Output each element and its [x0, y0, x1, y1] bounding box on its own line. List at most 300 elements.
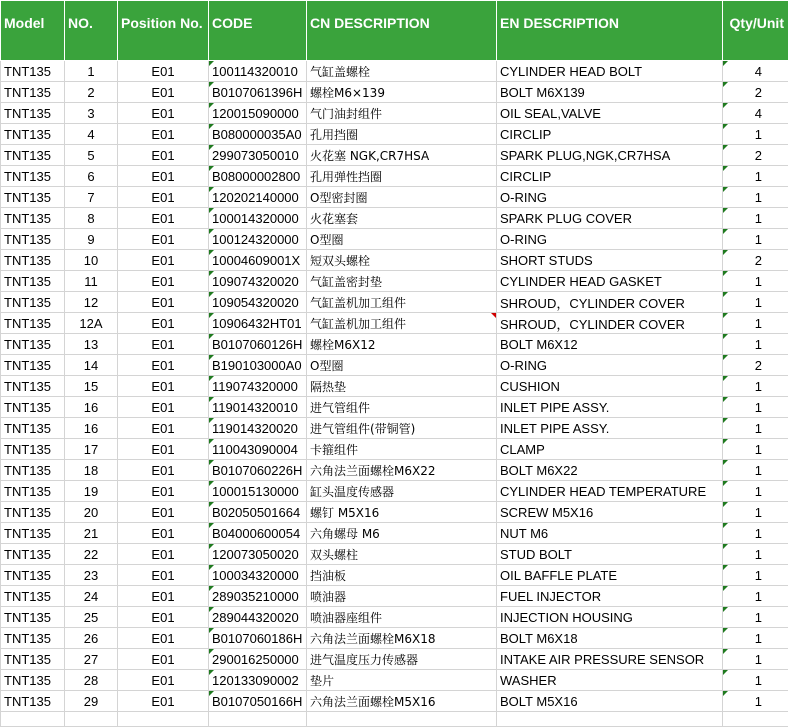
cell-en-description[interactable]: BOLT M6X139 — [497, 82, 723, 103]
header-qty-unit[interactable]: Qty/Unit — [723, 1, 788, 61]
cell-en-description[interactable]: CIRCLIP — [497, 124, 723, 145]
cell-model[interactable]: TNT135 — [1, 250, 65, 271]
cell-cn-description[interactable]: 喷油器座组件 — [307, 607, 497, 628]
empty-cell[interactable] — [723, 712, 788, 727]
cell-position[interactable]: E01 — [118, 313, 209, 334]
cell-en-description[interactable]: SPARK PLUG,NGK,CR7HSA — [497, 145, 723, 166]
cell-en-description[interactable]: O-RING — [497, 229, 723, 250]
cell-position[interactable]: E01 — [118, 586, 209, 607]
cell-qty[interactable]: 1 — [723, 376, 788, 397]
cell-code[interactable]: B0107060226H — [209, 460, 307, 481]
error-indicator-icon — [723, 250, 728, 255]
error-indicator-icon — [723, 586, 728, 591]
cell-cn-description[interactable]: 火花塞套 — [307, 208, 497, 229]
cell-no[interactable]: 4 — [65, 124, 118, 145]
error-indicator-icon — [209, 691, 214, 696]
cell-cn-description[interactable]: 缸头温度传感器 — [307, 481, 497, 502]
error-indicator-icon — [723, 229, 728, 234]
cell-no[interactable]: 3 — [65, 103, 118, 124]
cell-model[interactable]: TNT135 — [1, 355, 65, 376]
cell-position[interactable]: E01 — [118, 208, 209, 229]
cell-no[interactable]: 6 — [65, 166, 118, 187]
cell-en-description[interactable]: SHROUD，CYLINDER COVER — [497, 313, 723, 334]
cell-en-description[interactable]: OIL SEAL,VALVE — [497, 103, 723, 124]
cell-cn-description[interactable]: 螺栓M6X12 — [307, 334, 497, 355]
error-indicator-icon — [723, 61, 728, 66]
error-indicator-icon — [209, 481, 214, 486]
cell-position[interactable]: E01 — [118, 691, 209, 712]
cell-en-description[interactable]: BOLT M6X22 — [497, 460, 723, 481]
error-indicator-icon — [723, 418, 728, 423]
cell-position[interactable]: E01 — [118, 502, 209, 523]
error-indicator-icon — [723, 334, 728, 339]
cell-model[interactable]: TNT135 — [1, 691, 65, 712]
cell-qty[interactable]: 1 — [723, 670, 788, 691]
cell-position[interactable]: E01 — [118, 670, 209, 691]
cell-position[interactable]: E01 — [118, 145, 209, 166]
cell-model[interactable]: TNT135 — [1, 649, 65, 670]
error-indicator-icon — [723, 523, 728, 528]
cell-code[interactable]: B190103000A0 — [209, 355, 307, 376]
cell-no[interactable]: 5 — [65, 145, 118, 166]
cell-model[interactable]: TNT135 — [1, 523, 65, 544]
header-model[interactable]: Model — [1, 1, 65, 61]
error-indicator-icon — [723, 670, 728, 675]
cell-en-description[interactable]: O-RING — [497, 355, 723, 376]
error-indicator-icon — [209, 61, 214, 66]
error-indicator-icon — [209, 313, 214, 318]
cell-qty[interactable]: 4 — [723, 61, 788, 82]
cell-en-description[interactable]: WASHER — [497, 670, 723, 691]
cell-code[interactable]: 100034320000 — [209, 565, 307, 586]
table-row — [1, 208, 788, 229]
cell-qty[interactable]: 2 — [723, 355, 788, 376]
cell-no[interactable]: 28 — [65, 670, 118, 691]
cell-no[interactable]: 1 — [65, 61, 118, 82]
cell-position[interactable]: E01 — [118, 628, 209, 649]
cell-qty[interactable]: 1 — [723, 565, 788, 586]
error-indicator-icon — [723, 208, 728, 213]
cell-position[interactable]: E01 — [118, 82, 209, 103]
cell-code[interactable]: B080000035A0 — [209, 124, 307, 145]
cell-no[interactable]: 19 — [65, 481, 118, 502]
cell-code[interactable]: 119074320000 — [209, 376, 307, 397]
header-position-no[interactable]: Position No. — [118, 1, 209, 61]
cell-position[interactable]: E01 — [118, 229, 209, 250]
cell-position[interactable]: E01 — [118, 292, 209, 313]
cell-code[interactable]: B08000002800 — [209, 166, 307, 187]
cell-position[interactable]: E01 — [118, 61, 209, 82]
cell-model[interactable]: TNT135 — [1, 376, 65, 397]
cell-code[interactable]: B04000600054 — [209, 523, 307, 544]
cell-qty[interactable]: 1 — [723, 208, 788, 229]
cell-en-description[interactable]: OIL BAFFLE PLATE — [497, 565, 723, 586]
error-indicator-icon — [209, 460, 214, 465]
cell-position[interactable]: E01 — [118, 103, 209, 124]
table-row — [1, 166, 788, 187]
cell-code[interactable]: 100124320000 — [209, 229, 307, 250]
empty-cell[interactable] — [1, 712, 65, 727]
cell-code[interactable]: 299073050010 — [209, 145, 307, 166]
cell-no[interactable]: 8 — [65, 208, 118, 229]
cell-en-description[interactable]: BOLT M6X12 — [497, 334, 723, 355]
cell-en-description[interactable]: BOLT M6X18 — [497, 628, 723, 649]
cell-qty[interactable]: 1 — [723, 292, 788, 313]
cell-qty[interactable]: 1 — [723, 334, 788, 355]
cell-position[interactable]: E01 — [118, 124, 209, 145]
cell-no[interactable]: 20 — [65, 502, 118, 523]
cell-qty[interactable]: 1 — [723, 649, 788, 670]
cell-cn-description[interactable]: 螺钉 M5X16 — [307, 502, 497, 523]
cell-position[interactable]: E01 — [118, 187, 209, 208]
cell-qty[interactable]: 1 — [723, 586, 788, 607]
header-code[interactable]: CODE — [209, 1, 307, 61]
cell-code[interactable]: 100015130000 — [209, 481, 307, 502]
cell-qty[interactable]: 1 — [723, 481, 788, 502]
table-row — [1, 607, 788, 628]
table-row — [1, 460, 788, 481]
empty-cell[interactable] — [497, 712, 723, 727]
cell-cn-description[interactable]: O型圈 — [307, 229, 497, 250]
cell-model[interactable]: TNT135 — [1, 271, 65, 292]
cell-code[interactable]: B02050501664 — [209, 502, 307, 523]
cell-qty[interactable]: 1 — [723, 523, 788, 544]
cell-no[interactable]: 15 — [65, 376, 118, 397]
cell-en-description[interactable]: INJECTION HOUSING — [497, 607, 723, 628]
cell-model[interactable]: TNT135 — [1, 481, 65, 502]
header-row — [1, 1, 788, 61]
table-row — [1, 334, 788, 355]
cell-en-description[interactable]: SCREW M5X16 — [497, 502, 723, 523]
empty-cell[interactable] — [65, 712, 118, 727]
error-indicator-icon — [209, 103, 214, 108]
cell-model[interactable]: TNT135 — [1, 397, 65, 418]
cell-en-description[interactable]: INLET PIPE ASSY. — [497, 418, 723, 439]
cell-code[interactable]: B0107060186H — [209, 628, 307, 649]
error-indicator-icon — [209, 229, 214, 234]
error-indicator-icon — [209, 271, 214, 276]
table-row — [1, 187, 788, 208]
cell-en-description[interactable]: CLAMP — [497, 439, 723, 460]
cell-en-description[interactable]: CYLINDER HEAD BOLT — [497, 61, 723, 82]
cell-en-description[interactable]: O-RING — [497, 187, 723, 208]
error-indicator-icon — [209, 439, 214, 444]
cell-cn-description[interactable]: 进气温度压力传感器 — [307, 649, 497, 670]
cell-no[interactable]: 12 — [65, 292, 118, 313]
error-indicator-icon — [723, 82, 728, 87]
error-indicator-icon — [723, 292, 728, 297]
cell-model[interactable]: TNT135 — [1, 187, 65, 208]
cell-cn-description[interactable]: O型圈 — [307, 355, 497, 376]
table-row — [1, 61, 788, 82]
cell-code[interactable]: B0107061396H — [209, 82, 307, 103]
cell-en-description[interactable]: NUT M6 — [497, 523, 723, 544]
cell-no[interactable]: 7 — [65, 187, 118, 208]
table-row — [1, 124, 788, 145]
cell-model[interactable]: TNT135 — [1, 229, 65, 250]
cell-en-description[interactable]: CIRCLIP — [497, 166, 723, 187]
cell-qty[interactable]: 2 — [723, 145, 788, 166]
empty-cell[interactable] — [118, 712, 209, 727]
table-row — [1, 292, 788, 313]
cell-position[interactable]: E01 — [118, 523, 209, 544]
cell-cn-description[interactable]: 六角法兰面螺栓M6X18 — [307, 628, 497, 649]
error-indicator-icon — [723, 460, 728, 465]
cell-cn-description[interactable]: 卡箍组件 — [307, 439, 497, 460]
error-indicator-icon — [723, 313, 728, 318]
cell-cn-description[interactable]: 挡油板 — [307, 565, 497, 586]
cell-no[interactable]: 23 — [65, 565, 118, 586]
cell-no[interactable]: 16 — [65, 397, 118, 418]
cell-no[interactable]: 21 — [65, 523, 118, 544]
cell-en-description[interactable]: FUEL INJECTOR — [497, 586, 723, 607]
error-indicator-icon — [209, 250, 214, 255]
error-indicator-icon — [209, 628, 214, 633]
cell-qty[interactable]: 1 — [723, 628, 788, 649]
cell-model[interactable]: TNT135 — [1, 565, 65, 586]
empty-row — [1, 712, 788, 727]
cell-code[interactable]: 120015090000 — [209, 103, 307, 124]
cell-code[interactable]: 289035210000 — [209, 586, 307, 607]
cell-qty[interactable]: 1 — [723, 460, 788, 481]
cell-cn-description[interactable]: 气缸盖密封垫 — [307, 271, 497, 292]
table-row — [1, 397, 788, 418]
cell-code[interactable]: 10906432HT01 — [209, 313, 307, 334]
cell-en-description[interactable]: CYLINDER HEAD GASKET — [497, 271, 723, 292]
cell-en-description[interactable]: SPARK PLUG COVER — [497, 208, 723, 229]
cell-code[interactable]: 289044320020 — [209, 607, 307, 628]
cell-code[interactable]: 120073050020 — [209, 544, 307, 565]
cell-en-description[interactable]: CYLINDER HEAD TEMPERATURE — [497, 481, 723, 502]
cell-model[interactable]: TNT135 — [1, 82, 65, 103]
cell-code[interactable]: 110043090004 — [209, 439, 307, 460]
cell-cn-description[interactable]: 隔热垫 — [307, 376, 497, 397]
cell-model[interactable]: TNT135 — [1, 439, 65, 460]
cell-code[interactable]: 100014320000 — [209, 208, 307, 229]
cell-no[interactable]: 9 — [65, 229, 118, 250]
cell-qty[interactable]: 1 — [723, 544, 788, 565]
comment-indicator-icon[interactable] — [491, 313, 496, 318]
cell-qty[interactable]: 1 — [723, 418, 788, 439]
table-row — [1, 418, 788, 439]
cell-en-description[interactable]: SHORT STUDS — [497, 250, 723, 271]
cell-qty[interactable]: 4 — [723, 103, 788, 124]
table-row — [1, 103, 788, 124]
cell-model[interactable]: TNT135 — [1, 628, 65, 649]
error-indicator-icon — [723, 439, 728, 444]
table-row — [1, 628, 788, 649]
error-indicator-icon — [723, 691, 728, 696]
cell-model[interactable]: TNT135 — [1, 460, 65, 481]
cell-model[interactable]: TNT135 — [1, 124, 65, 145]
cell-no[interactable]: 22 — [65, 544, 118, 565]
cell-code[interactable]: B0107060126H — [209, 334, 307, 355]
cell-qty[interactable]: 1 — [723, 166, 788, 187]
cell-code[interactable]: 119014320020 — [209, 418, 307, 439]
cell-position[interactable]: E01 — [118, 397, 209, 418]
error-indicator-icon — [723, 145, 728, 150]
cell-qty[interactable]: 1 — [723, 607, 788, 628]
header-cn-description[interactable]: CN DESCRIPTION — [307, 1, 497, 61]
error-indicator-icon — [209, 523, 214, 528]
table-row — [1, 376, 788, 397]
cell-no[interactable]: 2 — [65, 82, 118, 103]
cell-model[interactable]: TNT135 — [1, 586, 65, 607]
error-indicator-icon — [209, 208, 214, 213]
cell-code[interactable]: 10004609001X — [209, 250, 307, 271]
table-row — [1, 313, 788, 334]
table-row — [1, 565, 788, 586]
cell-en-description[interactable]: BOLT M5X16 — [497, 691, 723, 712]
cell-no[interactable]: 12A — [65, 313, 118, 334]
error-indicator-icon — [723, 187, 728, 192]
cell-cn-description[interactable]: 孔用挡圈 — [307, 124, 497, 145]
cell-qty[interactable]: 1 — [723, 397, 788, 418]
cell-no[interactable]: 27 — [65, 649, 118, 670]
table-row — [1, 250, 788, 271]
cell-qty[interactable]: 1 — [723, 271, 788, 292]
cell-position[interactable]: E01 — [118, 544, 209, 565]
cell-qty[interactable]: 2 — [723, 250, 788, 271]
cell-qty[interactable]: 1 — [723, 439, 788, 460]
cell-model[interactable]: TNT135 — [1, 208, 65, 229]
cell-cn-description[interactable]: 六角法兰面螺栓M5X16 — [307, 691, 497, 712]
cell-no[interactable]: 10 — [65, 250, 118, 271]
cell-no[interactable]: 17 — [65, 439, 118, 460]
cell-no[interactable]: 25 — [65, 607, 118, 628]
cell-cn-description[interactable]: 喷油器 — [307, 586, 497, 607]
error-indicator-icon — [209, 502, 214, 507]
cell-position[interactable]: E01 — [118, 481, 209, 502]
cell-model[interactable]: TNT135 — [1, 607, 65, 628]
error-indicator-icon — [209, 355, 214, 360]
cell-cn-description[interactable]: 气缸盖螺栓 — [307, 61, 497, 82]
cell-qty[interactable]: 1 — [723, 691, 788, 712]
cell-en-description[interactable]: CUSHION — [497, 376, 723, 397]
cell-cn-description[interactable]: 气门油封组件 — [307, 103, 497, 124]
cell-code[interactable]: 119014320010 — [209, 397, 307, 418]
cell-no[interactable]: 14 — [65, 355, 118, 376]
cell-model[interactable]: TNT135 — [1, 313, 65, 334]
cell-cn-description[interactable]: 气缸盖机加工组件 — [307, 292, 497, 313]
error-indicator-icon — [209, 334, 214, 339]
cell-position[interactable]: E01 — [118, 271, 209, 292]
cell-position[interactable]: E01 — [118, 376, 209, 397]
cell-position[interactable]: E01 — [118, 460, 209, 481]
cell-position[interactable]: E01 — [118, 355, 209, 376]
table-row — [1, 481, 788, 502]
cell-model[interactable]: TNT135 — [1, 103, 65, 124]
cell-cn-description[interactable]: O型密封圈 — [307, 187, 497, 208]
cell-code[interactable]: 109054320020 — [209, 292, 307, 313]
cell-en-description[interactable]: SHROUD，CYLINDER COVER — [497, 292, 723, 313]
cell-code[interactable]: 120202140000 — [209, 187, 307, 208]
cell-no[interactable]: 13 — [65, 334, 118, 355]
cell-model[interactable]: TNT135 — [1, 670, 65, 691]
cell-qty[interactable]: 1 — [723, 313, 788, 334]
cell-cn-description[interactable]: 短双头螺栓 — [307, 250, 497, 271]
error-indicator-icon — [723, 544, 728, 549]
cell-cn-description[interactable]: 孔用弹性挡圈 — [307, 166, 497, 187]
cell-no[interactable]: 18 — [65, 460, 118, 481]
cell-model[interactable]: TNT135 — [1, 544, 65, 565]
table-row — [1, 502, 788, 523]
error-indicator-icon — [209, 544, 214, 549]
header-en-description[interactable]: EN DESCRIPTION — [497, 1, 723, 61]
cell-qty[interactable]: 2 — [723, 82, 788, 103]
error-indicator-icon — [723, 166, 728, 171]
cell-cn-description[interactable]: 螺栓M6×139 — [307, 82, 497, 103]
header-no[interactable]: NO. — [65, 1, 118, 61]
error-indicator-icon — [209, 187, 214, 192]
cell-en-description[interactable]: STUD BOLT — [497, 544, 723, 565]
cell-code[interactable]: B0107050166H — [209, 691, 307, 712]
cell-no[interactable]: 29 — [65, 691, 118, 712]
cell-cn-description[interactable]: 六角法兰面螺栓M6X22 — [307, 460, 497, 481]
error-indicator-icon — [723, 376, 728, 381]
cell-cn-description[interactable]: 进气管组件(带铜管) — [307, 418, 497, 439]
cell-position[interactable]: E01 — [118, 418, 209, 439]
cell-model[interactable]: TNT135 — [1, 292, 65, 313]
cell-code[interactable]: 100114320010 — [209, 61, 307, 82]
cell-model[interactable]: TNT135 — [1, 418, 65, 439]
cell-model[interactable]: TNT135 — [1, 166, 65, 187]
cell-position[interactable]: E01 — [118, 166, 209, 187]
cell-cn-description[interactable]: 火花塞 NGK,CR7HSA — [307, 145, 497, 166]
cell-cn-description[interactable]: 气缸盖机加工组件 — [307, 313, 497, 334]
cell-no[interactable]: 11 — [65, 271, 118, 292]
cell-position[interactable]: E01 — [118, 250, 209, 271]
cell-cn-description[interactable]: 双头螺柱 — [307, 544, 497, 565]
empty-cell[interactable] — [209, 712, 307, 727]
cell-model[interactable]: TNT135 — [1, 61, 65, 82]
cell-qty[interactable]: 1 — [723, 187, 788, 208]
error-indicator-icon — [723, 481, 728, 486]
error-indicator-icon — [209, 565, 214, 570]
cell-cn-description[interactable]: 进气管组件 — [307, 397, 497, 418]
cell-qty[interactable]: 1 — [723, 502, 788, 523]
cell-model[interactable]: TNT135 — [1, 145, 65, 166]
cell-model[interactable]: TNT135 — [1, 502, 65, 523]
error-indicator-icon — [723, 628, 728, 633]
cell-code[interactable]: 120133090002 — [209, 670, 307, 691]
cell-qty[interactable]: 1 — [723, 229, 788, 250]
empty-cell[interactable] — [307, 712, 497, 727]
table-row — [1, 82, 788, 103]
cell-position[interactable]: E01 — [118, 607, 209, 628]
table-row — [1, 691, 788, 712]
cell-model[interactable]: TNT135 — [1, 334, 65, 355]
error-indicator-icon — [723, 607, 728, 612]
cell-en-description[interactable]: INLET PIPE ASSY. — [497, 397, 723, 418]
cell-no[interactable]: 26 — [65, 628, 118, 649]
error-indicator-icon — [723, 649, 728, 654]
cell-position[interactable]: E01 — [118, 649, 209, 670]
cell-en-description[interactable]: INTAKE AIR PRESSURE SENSOR — [497, 649, 723, 670]
cell-position[interactable]: E01 — [118, 565, 209, 586]
cell-no[interactable]: 16 — [65, 418, 118, 439]
cell-cn-description[interactable]: 垫片 — [307, 670, 497, 691]
cell-no[interactable]: 24 — [65, 586, 118, 607]
cell-position[interactable]: E01 — [118, 334, 209, 355]
cell-position[interactable]: E01 — [118, 439, 209, 460]
cell-cn-description[interactable]: 六角螺母 M6 — [307, 523, 497, 544]
error-indicator-icon — [209, 397, 214, 402]
table-row — [1, 439, 788, 460]
cell-qty[interactable]: 1 — [723, 124, 788, 145]
cell-code[interactable]: 109074320020 — [209, 271, 307, 292]
cell-code[interactable]: 290016250000 — [209, 649, 307, 670]
